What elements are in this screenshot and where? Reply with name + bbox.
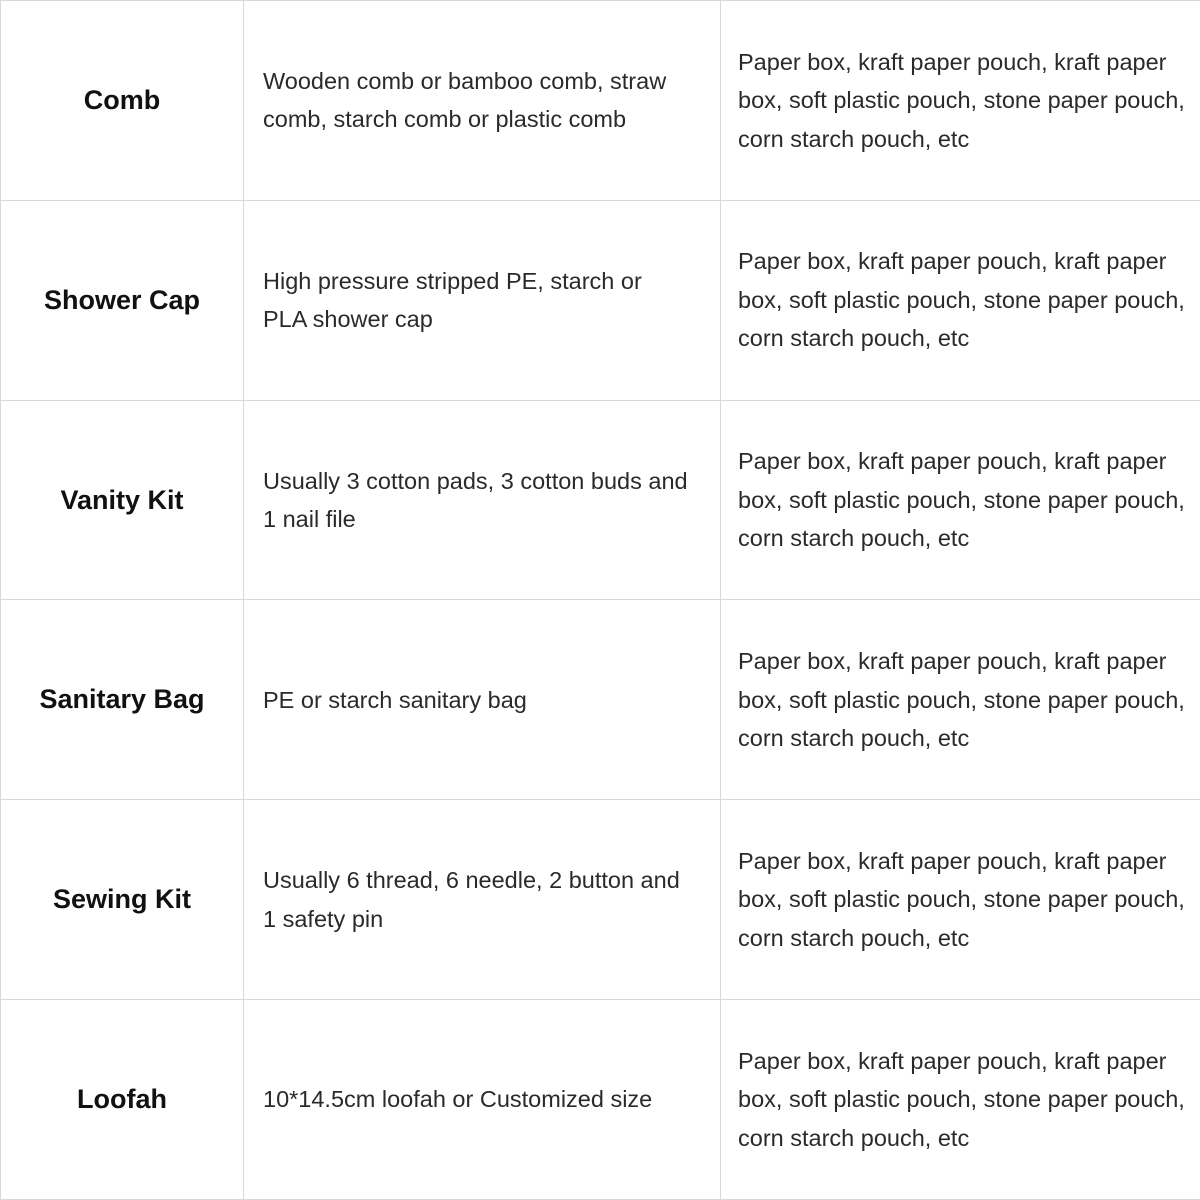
material-cell: Wooden comb or bamboo comb, straw comb, starch comb or plastic comb	[244, 1, 721, 201]
product-name-cell: Shower Cap	[1, 200, 244, 400]
packaging-cell: Paper box, kraft paper pouch, kraft paper box, soft plastic pouch, stone paper pouch, corn starch pouch, etc	[721, 400, 1200, 600]
product-name-cell: Comb	[1, 1, 244, 201]
packaging-cell: Paper box, kraft paper pouch, kraft paper box, soft plastic pouch, stone paper pouch, corn starch pouch, etc	[721, 200, 1200, 400]
packaging-cell: Paper box, kraft paper pouch, kraft paper box, soft plastic pouch, stone paper pouch, corn starch pouch, etc	[721, 1, 1200, 201]
table-row	[1, 600, 1200, 800]
material-cell: Usually 6 thread, 6 needle, 2 button and 1 safety pin	[244, 800, 721, 1000]
table-row	[1, 1000, 1200, 1200]
material-cell: PE or starch sanitary bag	[244, 600, 721, 800]
table-body	[1, 1, 1200, 1200]
product-name-cell: Sewing Kit	[1, 800, 244, 1000]
packaging-cell: Paper box, kraft paper pouch, kraft paper box, soft plastic pouch, stone paper pouch, corn starch pouch, etc	[721, 800, 1200, 1000]
product-name-cell: Loofah	[1, 1000, 244, 1200]
material-cell: High pressure stripped PE, starch or PLA shower cap	[244, 200, 721, 400]
packaging-cell: Paper box, kraft paper pouch, kraft paper box, soft plastic pouch, stone paper pouch, corn starch pouch, etc	[721, 1000, 1200, 1200]
material-cell: 10*14.5cm loofah or Customized size	[244, 1000, 721, 1200]
packaging-cell: Paper box, kraft paper pouch, kraft paper box, soft plastic pouch, stone paper pouch, corn starch pouch, etc	[721, 600, 1200, 800]
product-name-cell: Vanity Kit	[1, 400, 244, 600]
table-row	[1, 800, 1200, 1000]
table-row	[1, 1, 1200, 201]
product-name-cell: Sanitary Bag	[1, 600, 244, 800]
table-row	[1, 400, 1200, 600]
table-row	[1, 200, 1200, 400]
material-cell: Usually 3 cotton pads, 3 cotton buds and 1 nail file	[244, 400, 721, 600]
